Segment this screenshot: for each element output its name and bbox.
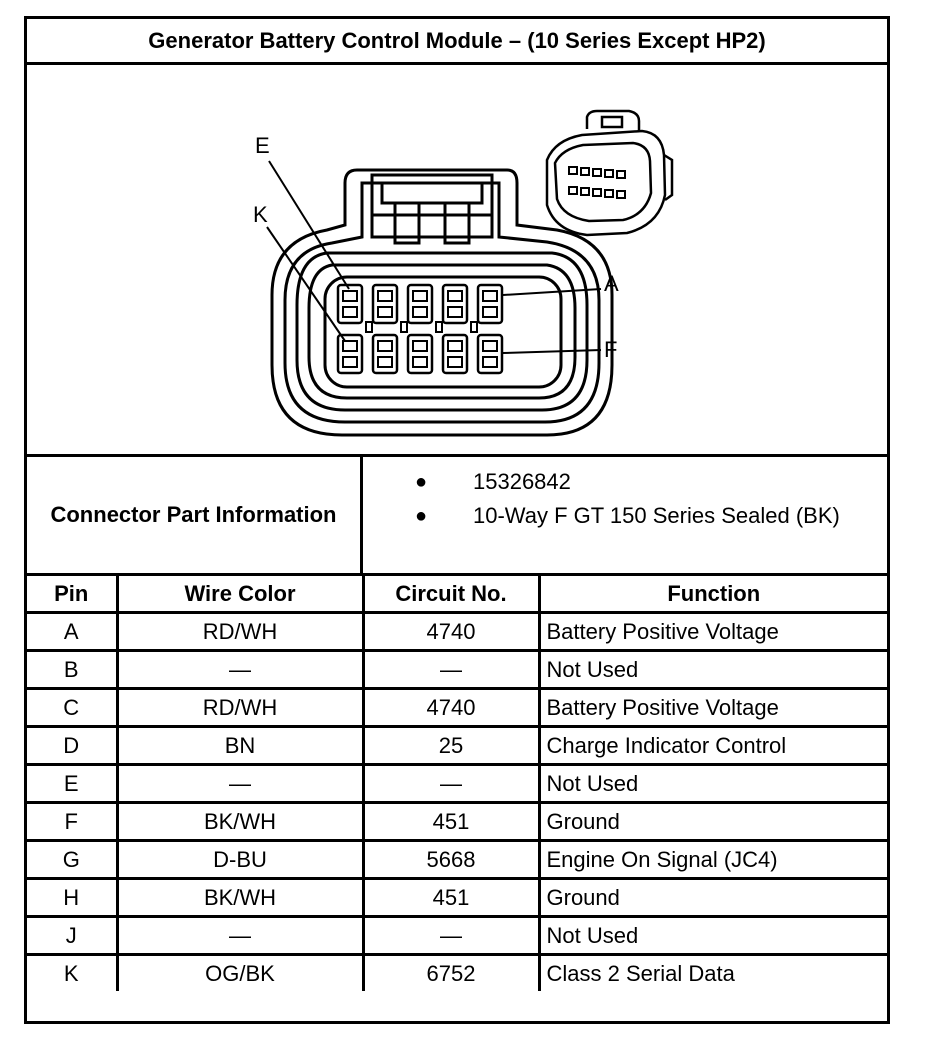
- header-wire-color: Wire Color: [117, 576, 363, 613]
- connector-info-list: [363, 457, 887, 573]
- cell-pin: F: [27, 803, 117, 841]
- connector-info-item: [363, 501, 887, 531]
- latch-tab: [382, 183, 482, 203]
- pinout-table: [27, 576, 887, 991]
- connector-description: 10-Way F GT 150 Series Sealed (BK): [473, 503, 840, 528]
- cell-wire-color: BK/WH: [117, 803, 363, 841]
- pin-label-a: A: [604, 271, 619, 296]
- page-title: Generator Battery Control Module – (10 Series Except HP2): [27, 19, 887, 65]
- table-row: [27, 917, 887, 955]
- pin-label-f: F: [604, 337, 618, 362]
- cell-wire-color: —: [117, 917, 363, 955]
- connector-info-item: [363, 467, 887, 497]
- pin-label-k: K: [253, 202, 268, 227]
- cell-circuit: 5668: [363, 841, 539, 879]
- table-row: [27, 765, 887, 803]
- cell-wire-color: —: [117, 765, 363, 803]
- cell-pin: G: [27, 841, 117, 879]
- cell-circuit: —: [363, 917, 539, 955]
- cell-circuit: 4740: [363, 613, 539, 651]
- table-row: [27, 613, 887, 651]
- connector-part-info: [27, 457, 887, 576]
- cell-circuit: 4740: [363, 689, 539, 727]
- cell-pin: K: [27, 955, 117, 992]
- cell-function: Charge Indicator Control: [539, 727, 887, 765]
- header-circuit: Circuit No.: [363, 576, 539, 613]
- cell-pin: H: [27, 879, 117, 917]
- cell-wire-color: BK/WH: [117, 879, 363, 917]
- cell-circuit: —: [363, 765, 539, 803]
- cell-circuit: 451: [363, 803, 539, 841]
- cell-function: Engine On Signal (JC4): [539, 841, 887, 879]
- cell-circuit: 451: [363, 879, 539, 917]
- cell-function: Not Used: [539, 917, 887, 955]
- cell-pin: E: [27, 765, 117, 803]
- cell-circuit: —: [363, 651, 539, 689]
- cell-wire-color: —: [117, 651, 363, 689]
- cell-pin: D: [27, 727, 117, 765]
- connector-face-drawing: [27, 65, 887, 454]
- table-header-row: [27, 576, 887, 613]
- connector-info-label: Connector Part Information: [27, 457, 363, 573]
- cell-wire-color: RD/WH: [117, 613, 363, 651]
- cell-wire-color: RD/WH: [117, 689, 363, 727]
- table-row: [27, 803, 887, 841]
- cell-wire-color: OG/BK: [117, 955, 363, 992]
- cell-function: Ground: [539, 803, 887, 841]
- table-row: [27, 879, 887, 917]
- cell-pin: B: [27, 651, 117, 689]
- bullet-icon: ●: [415, 471, 428, 493]
- table-row: [27, 955, 887, 992]
- cell-circuit: 25: [363, 727, 539, 765]
- pin-label-e: E: [255, 133, 270, 158]
- cell-function: Battery Positive Voltage: [539, 613, 887, 651]
- cell-function: Ground: [539, 879, 887, 917]
- cell-function: Not Used: [539, 765, 887, 803]
- cell-wire-color: D-BU: [117, 841, 363, 879]
- part-number: 15326842: [473, 469, 571, 494]
- cell-pin: J: [27, 917, 117, 955]
- table-row: [27, 841, 887, 879]
- header-function: Function: [539, 576, 887, 613]
- table-row: [27, 651, 887, 689]
- connector-diagram: [27, 65, 887, 457]
- cell-pin: C: [27, 689, 117, 727]
- table-row: [27, 727, 887, 765]
- connector-3d-icon: [547, 111, 672, 235]
- cell-circuit: 6752: [363, 955, 539, 992]
- header-pin: Pin: [27, 576, 117, 613]
- cell-function: Battery Positive Voltage: [539, 689, 887, 727]
- cell-pin: A: [27, 613, 117, 651]
- table-row: [27, 689, 887, 727]
- cell-function: Not Used: [539, 651, 887, 689]
- cell-wire-color: BN: [117, 727, 363, 765]
- leader-e: [269, 161, 349, 289]
- connector-sheet: [24, 16, 890, 1024]
- bullet-icon: ●: [415, 505, 428, 527]
- cell-function: Class 2 Serial Data: [539, 955, 887, 992]
